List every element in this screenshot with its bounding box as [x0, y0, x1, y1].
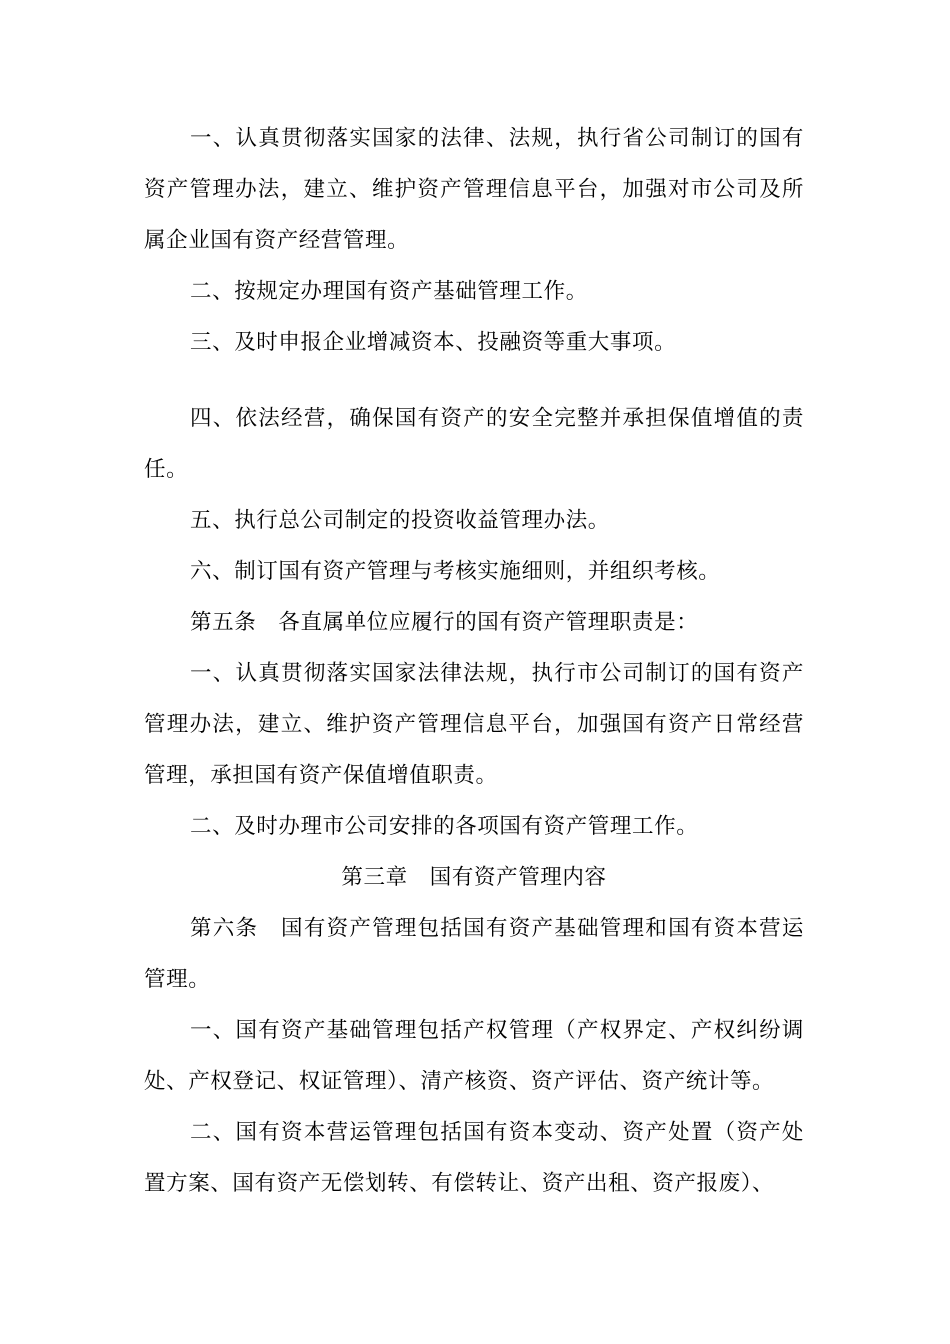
article-5: 第五条 各直属单位应履行的国有资产管理职责是：	[190, 610, 699, 635]
paragraph-item-8: 二、及时办理市公司安排的各项国有资产管理工作。	[190, 814, 699, 839]
chapter-heading: 第三章 国有资产管理内容	[341, 865, 607, 890]
paragraph-item-7: 一、认真贯彻落实国家法律法规，执行市公司制订的国有资产管理办法，建立、维护资产管理信息平台，加强国有资产日常经营管理，承担国有资产保值增值职责。	[144, 661, 804, 788]
article-6: 第六条 国有资产管理包括国有资产基础管理和国有资本营运管理。	[144, 916, 804, 992]
paragraph-item-3: 三、及时申报企业增减资本、投融资等重大事项。	[190, 330, 677, 355]
paragraph-item-5: 五、执行总公司制定的投资收益管理办法。	[190, 508, 610, 533]
paragraph-item-4: 四、依法经营，确保国有资产的安全完整并承担保值增值的责任。	[144, 406, 804, 482]
paragraph-item-1: 一、认真贯彻落实国家的法律、法规，执行省公司制订的国有资产管理办法，建立、维护资产管理信息平台，加强对市公司及所属企业国有资产经营管理。	[144, 126, 804, 253]
paragraph-item-10: 二、国有资本营运管理包括国有资本变动、资产处置（资产处置方案、国有资产无偿划转、有偿转让、资产出租、资产报废）、	[144, 1120, 804, 1196]
paragraph-item-6: 六、制订国有资产管理与考核实施细则，并组织考核。	[190, 559, 721, 584]
paragraph-item-9: 一、国有资产基础管理包括产权管理（产权界定、产权纠纷调处、产权登记、权证管理）、清产核资、资产评估、资产统计等。	[144, 1018, 804, 1094]
paragraph-item-2: 二、按规定办理国有资产基础管理工作。	[190, 279, 588, 304]
